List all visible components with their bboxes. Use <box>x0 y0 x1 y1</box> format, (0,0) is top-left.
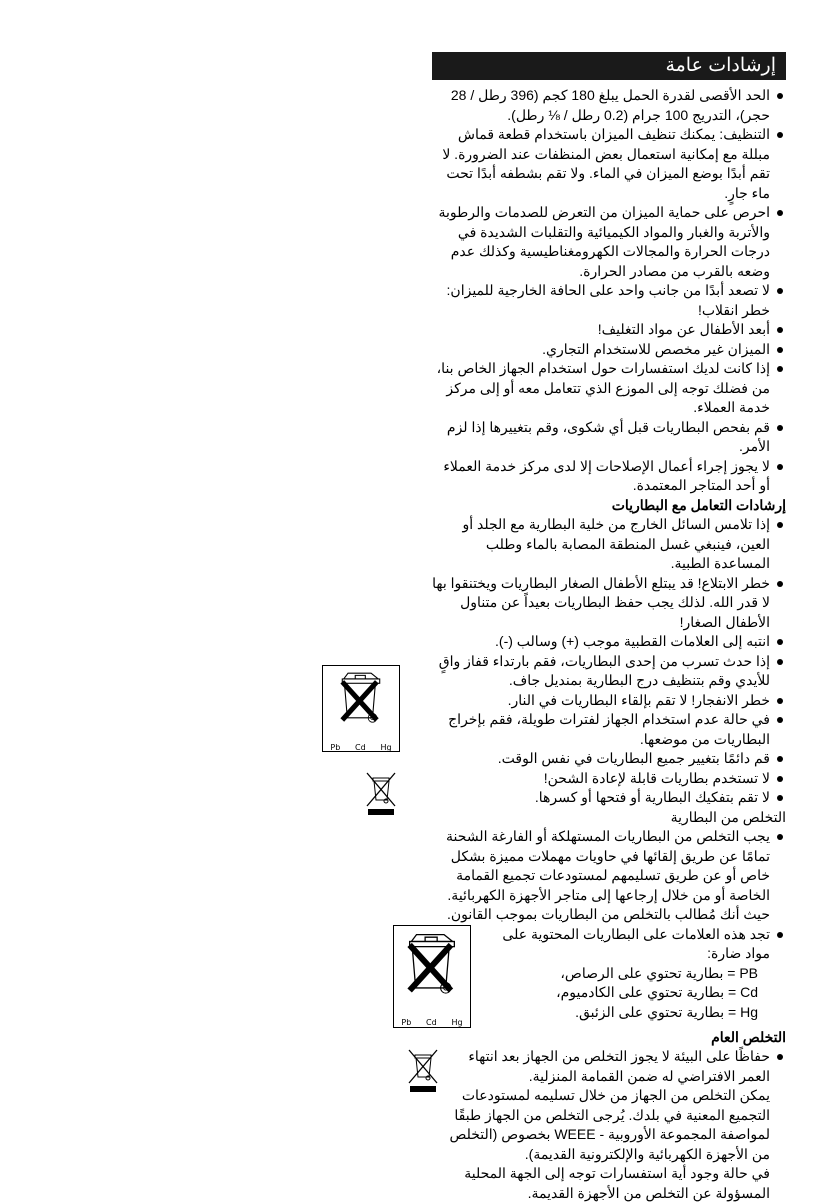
list-item: أبعد الأطفال عن مواد التغليف! <box>432 320 770 340</box>
list-item: قم بفحص البطاريات قبل أي شكوى، وقم بتغييرها إذا لزم الأمر. <box>432 418 770 457</box>
list-item: لا تصعد أبدًا من جانب واحد على الحافة الخارجية للميزان: خطر انقلاب! <box>432 281 770 320</box>
list-item <box>432 1047 770 1086</box>
list-item-text: تجد هذه العلامات على البطاريات المحتوية على مواد ضارة: <box>502 925 770 961</box>
weee-bin-icon <box>406 1047 440 1093</box>
list-item: الحد الأقصى لقدرة الحمل يبلغ 180 كجم (396 رطل / 28 حجر)، التدريج 100 جرام (0.2 رطل / ⅛ رطل). <box>432 86 770 125</box>
bin-label-pb: Pb <box>401 1018 412 1027</box>
list-item: احرص على حماية الميزان من التعرض للصدمات والرطوبة والأتربة والغبار والمواد الكيميائية والتقلبات الشديدة في درجات الحرارة والمجالات الكهرومغناطيسية وكذلك عدم وضعه بالقرب من مصادر الحرارة. <box>432 203 770 281</box>
paragraph: في حالة وجود أية استفسارات توجه إلى الجهة المحلية المسؤولة عن التخلص من الأجهزة القديمة. <box>464 1165 770 1201</box>
list-item: لا تستخدم بطاريات قابلة لإعادة الشحن! <box>432 769 770 789</box>
list-item: إذا كانت لديك استفسارات حول استخدام الجهاز الخاص بنا، من فضلك توجه إلى الموزع الذي تتعامل معه أو إلى مركز خدمة العملاء. <box>432 359 770 418</box>
list-item: انتبه إلى العلامات القطبية موجب (+) وسالب (-). <box>432 632 770 652</box>
crossed-bin-icon <box>323 666 399 738</box>
list-item: لا تقم بتفكيك البطارية أو فتحها أو كسرها. <box>432 788 770 808</box>
battery-bin-symbol-2 <box>393 925 471 1028</box>
section-heading: إرشادات التعامل مع البطاريات <box>611 496 786 513</box>
bin-label-cd: Cd <box>426 1018 437 1027</box>
list-item: إذا تلامس السائل الخارج من خلية البطارية مع الجلد أو العين، فينبغي غسل المنطقة المصابة بالماء وطلب المساعدة الطبية. <box>432 515 770 574</box>
bin-label-hg: Hg <box>380 743 392 752</box>
list-item: الميزان غير مخصص للاستخدام التجاري. <box>432 340 770 360</box>
list-item: قم دائمًا بتغيير جميع البطاريات في نفس الوقت. <box>432 749 770 769</box>
bin-label-pb: Pb <box>330 743 341 752</box>
page-title: إرشادات عامة <box>432 52 786 80</box>
general-disposal-list <box>432 1047 786 1086</box>
list-item: لا يجوز إجراء أعمال الإصلاحات إلا لدى مركز خدمة العملاء أو أحد المتاجر المعتمدة. <box>432 457 770 496</box>
code-pb: PB = بطارية تحتوي على الرصاص، <box>560 964 758 981</box>
battery-bin-symbol <box>322 665 400 752</box>
bin-label-hg: Hg <box>451 1018 463 1027</box>
content-column <box>401 52 786 1203</box>
code-cd: Cd = بطارية تحتوي على الكادميوم، <box>556 984 758 1000</box>
list-item: في حالة عدم استخدام الجهاز لفترات طويلة، فقم بإخراج البطاريات من موضعها. <box>432 710 770 749</box>
list-item: خطر الابتلاع! قد يبتلع الأطفال الصغار البطاريات ويختنقوا بها لا قدر الله. لذلك يجب حفظ البطاريات بعيداً عن متناول الأطفال الصغار! <box>432 574 770 633</box>
list-item: يجب التخلص من البطاريات المستهلكة أو الفارغة الشحنة تمامًا عن طريق إلقائها في حاويات مهملات مميزة بشكل خاص أو عن طريق تسليمهم لمستودعات تجميع القمامة الخاصة أو من خلال إرجاعها إلى متاجر الأجهزة الكهربائية. حيث أنك مُطالب بالتخلص من البطاريات بموجب القانون. <box>432 827 770 925</box>
crossed-bin-icon <box>394 926 470 1012</box>
code-hg: Hg = بطارية تحتوي على الزئبق. <box>575 1003 758 1020</box>
general-instructions-list <box>432 86 786 496</box>
list-item: التنظيف: يمكنك تنظيف الميزان باستخدام قطعة قماش مبللة مع إمكانية استعمال بعض المنظفات عند الضرورة. لا تقم أبدًا بوضع الميزان في الماء. ولا تقم بشطفه أبدًا تحت ماء جارٍ. <box>432 125 770 203</box>
section-heading: التخلص العام <box>711 1028 786 1045</box>
section-heading: التخلص من البطارية <box>670 808 786 825</box>
weee-bin-icon <box>364 770 398 816</box>
battery-handling-list <box>432 515 786 808</box>
paragraph: يمكن التخلص من الجهاز من خلال تسليمه لمستودعات التجميع المعنية في بلدك. يُرجى التخلص من الجهاز طبقًا لمواصفة المجموعة الأوروبية - WEEE بخصوص (التخلص من الأجهزة الكهربائية والإلكترونية القديمة). <box>449 1087 770 1162</box>
list-item: إذا حدث تسرب من إحدى البطاريات، فقم بارتداء قفاز واقٍ للأيدي وقم بتنظيف درج البطارية بمنديل جاف. <box>432 652 770 691</box>
list-item: خطر الانفجار! لا تقم بإلقاء البطاريات في النار. <box>432 691 770 711</box>
list-item-text: حفاظًا على البيئة لا يجوز التخلص من الجهاز بعد انتهاء العمر الافتراضي له ضمن القمامة المنزلية. <box>468 1048 770 1084</box>
bin-label-cd: Cd <box>355 743 366 752</box>
